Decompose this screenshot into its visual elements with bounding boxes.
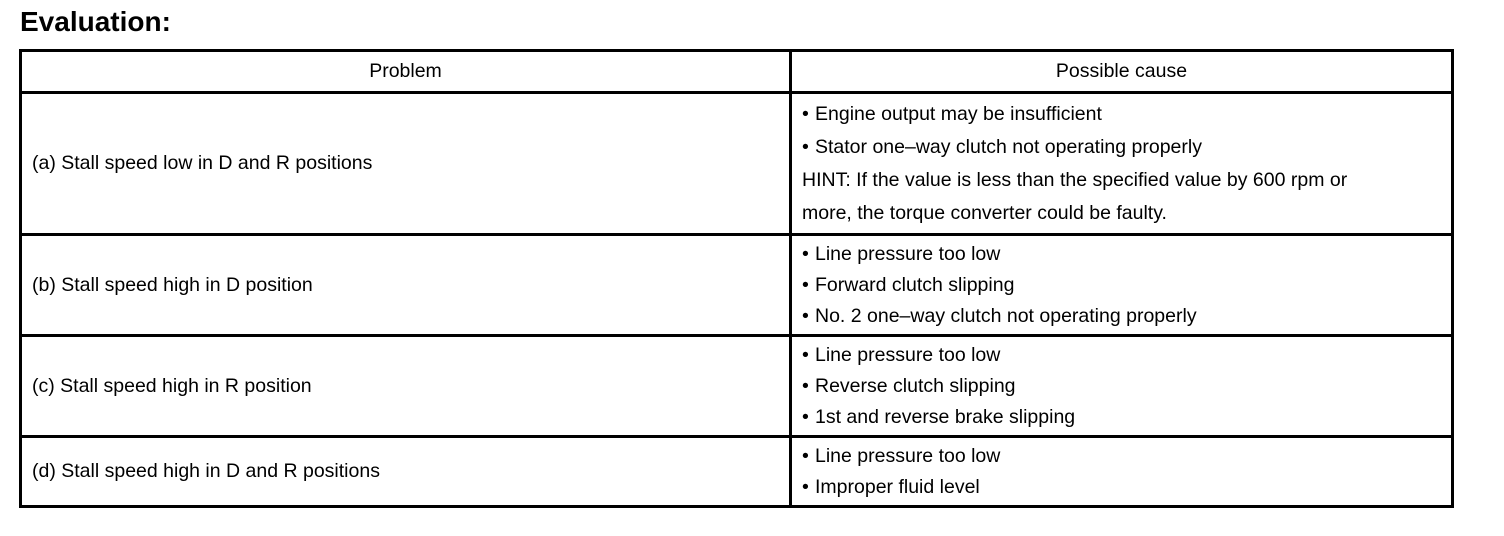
bullet-icon: •: [802, 475, 809, 498]
table-row: [21, 437, 1453, 507]
cause-list: [802, 98, 1451, 164]
problem-cell: (d) Stall speed high in D and R positions: [21, 437, 791, 507]
hint-line: HINT: If the value is less than the specified value by 600 rpm or: [802, 168, 1348, 191]
bullet-icon: •: [802, 374, 809, 397]
problem-cell: (c) Stall speed high in R position: [21, 336, 791, 437]
table-row: [21, 93, 1453, 235]
cause-item: • Improper fluid level: [802, 472, 1451, 503]
cause-item: • No. 2 one–way clutch not operating properly: [802, 301, 1451, 332]
cause-item: • Engine output may be insufficient: [802, 98, 1451, 131]
bullet-icon: •: [802, 343, 809, 366]
cause-item: • Stator one–way clutch not operating properly: [802, 131, 1451, 164]
cause-item: • Line pressure too low: [802, 441, 1451, 472]
bullet-icon: •: [802, 405, 809, 428]
cause-list: [802, 441, 1451, 503]
bullet-icon: •: [802, 135, 809, 158]
cause-item: • Line pressure too low: [802, 340, 1451, 371]
cause-cell: [791, 437, 1453, 507]
bullet-icon: •: [802, 444, 809, 467]
problem-cell: (a) Stall speed low in D and R positions: [21, 93, 791, 235]
table-header-row: [21, 51, 1453, 93]
evaluation-table: [19, 49, 1454, 508]
page-title: Evaluation:: [20, 6, 171, 37]
bullet-icon: •: [802, 273, 809, 296]
cause-cell: [791, 235, 1453, 336]
hint-line: more, the torque converter could be faulty.: [802, 201, 1167, 224]
cause-cell: [791, 336, 1453, 437]
cause-list: [802, 239, 1451, 332]
cause-item: • Reverse clutch slipping: [802, 371, 1451, 402]
bullet-icon: •: [802, 304, 809, 327]
bullet-icon: •: [802, 242, 809, 265]
hint-text: [802, 164, 1451, 230]
column-header-problem: Problem: [21, 51, 791, 93]
cause-item: • Forward clutch slipping: [802, 270, 1451, 301]
column-header-possible-cause: Possible cause: [791, 51, 1453, 93]
problem-cell: (b) Stall speed high in D position: [21, 235, 791, 336]
cause-item: • Line pressure too low: [802, 239, 1451, 270]
table-row: [21, 235, 1453, 336]
cause-item: • 1st and reverse brake slipping: [802, 402, 1451, 433]
bullet-icon: •: [802, 102, 809, 125]
table-row: [21, 336, 1453, 437]
cause-cell: [791, 93, 1453, 235]
cause-list: [802, 340, 1451, 433]
